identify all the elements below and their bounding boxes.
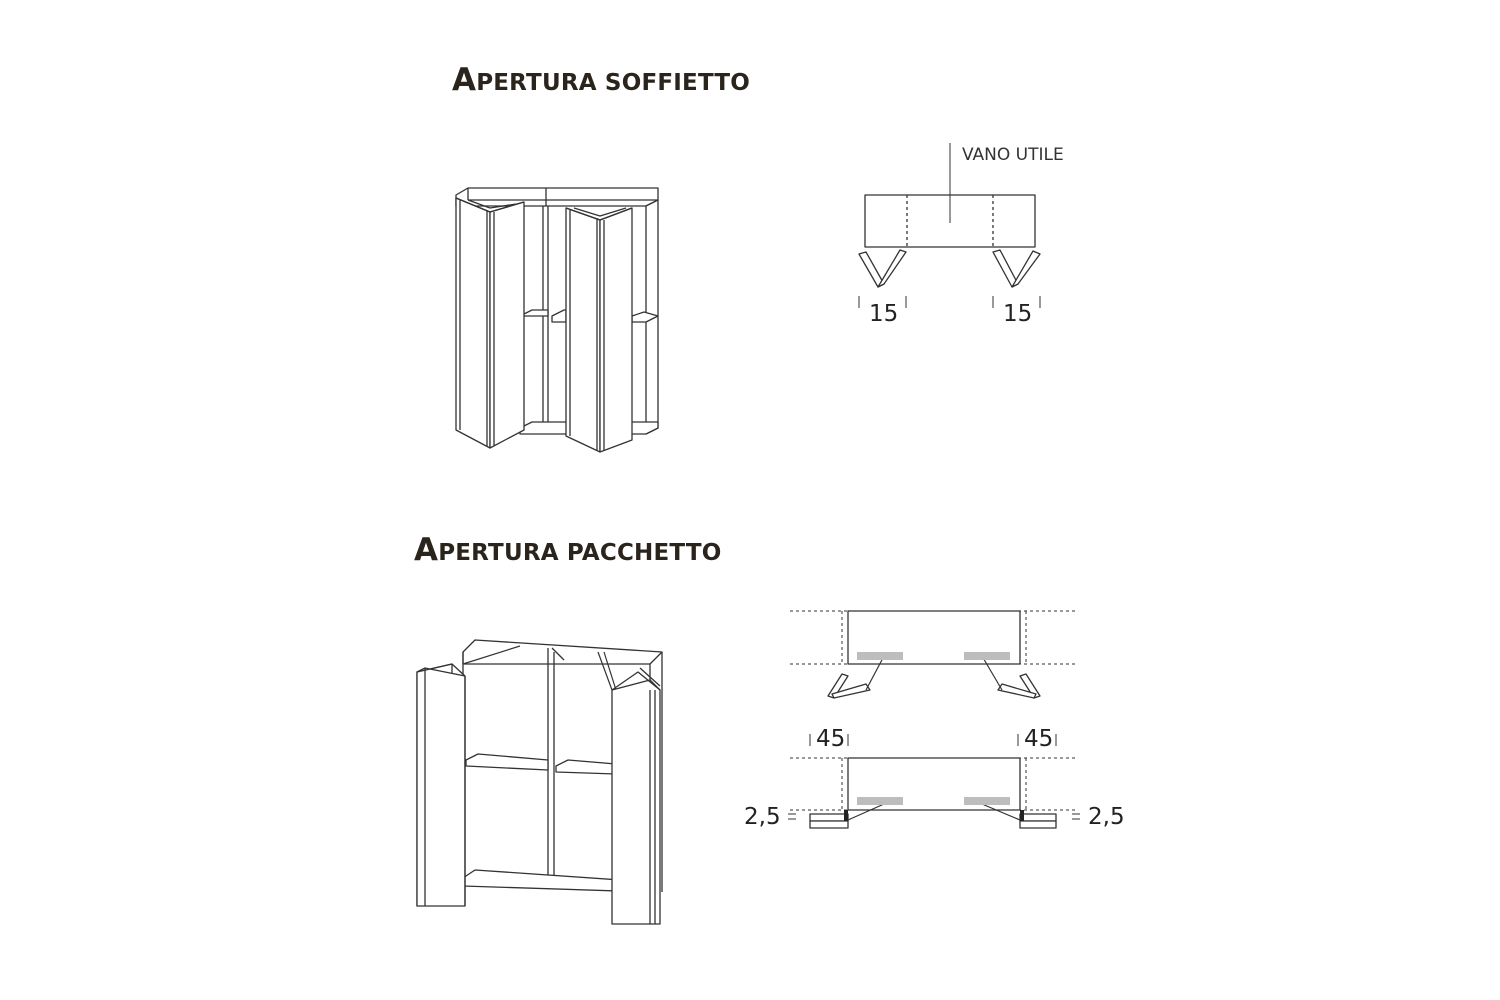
package-wardrobe-drawing — [417, 640, 662, 924]
gap-2-5-right: 2,5 — [1088, 804, 1125, 830]
package-plan-view-closed — [788, 758, 1080, 828]
title-rest: PERTURA PACCHETTO — [438, 540, 722, 566]
dimension-15-right: 15 — [1003, 301, 1033, 327]
gap-2-5-left: 2,5 — [744, 804, 781, 830]
dimension-45-right: 45 — [1024, 726, 1054, 752]
dimension-ticks-45 — [810, 734, 1056, 746]
dimension-45-left: 45 — [816, 726, 846, 752]
title-cap: A — [452, 62, 477, 98]
package-plan-view-open — [790, 611, 1075, 698]
vano-utile-label: VANO UTILE — [962, 145, 1064, 165]
bifold-plan-view — [859, 143, 1040, 308]
bifold-wardrobe-drawing — [456, 188, 658, 452]
dimension-15-left: 15 — [869, 301, 899, 327]
title-cap: A — [414, 532, 439, 568]
title-rest: PERTURA SOFFIETTO — [476, 70, 750, 96]
